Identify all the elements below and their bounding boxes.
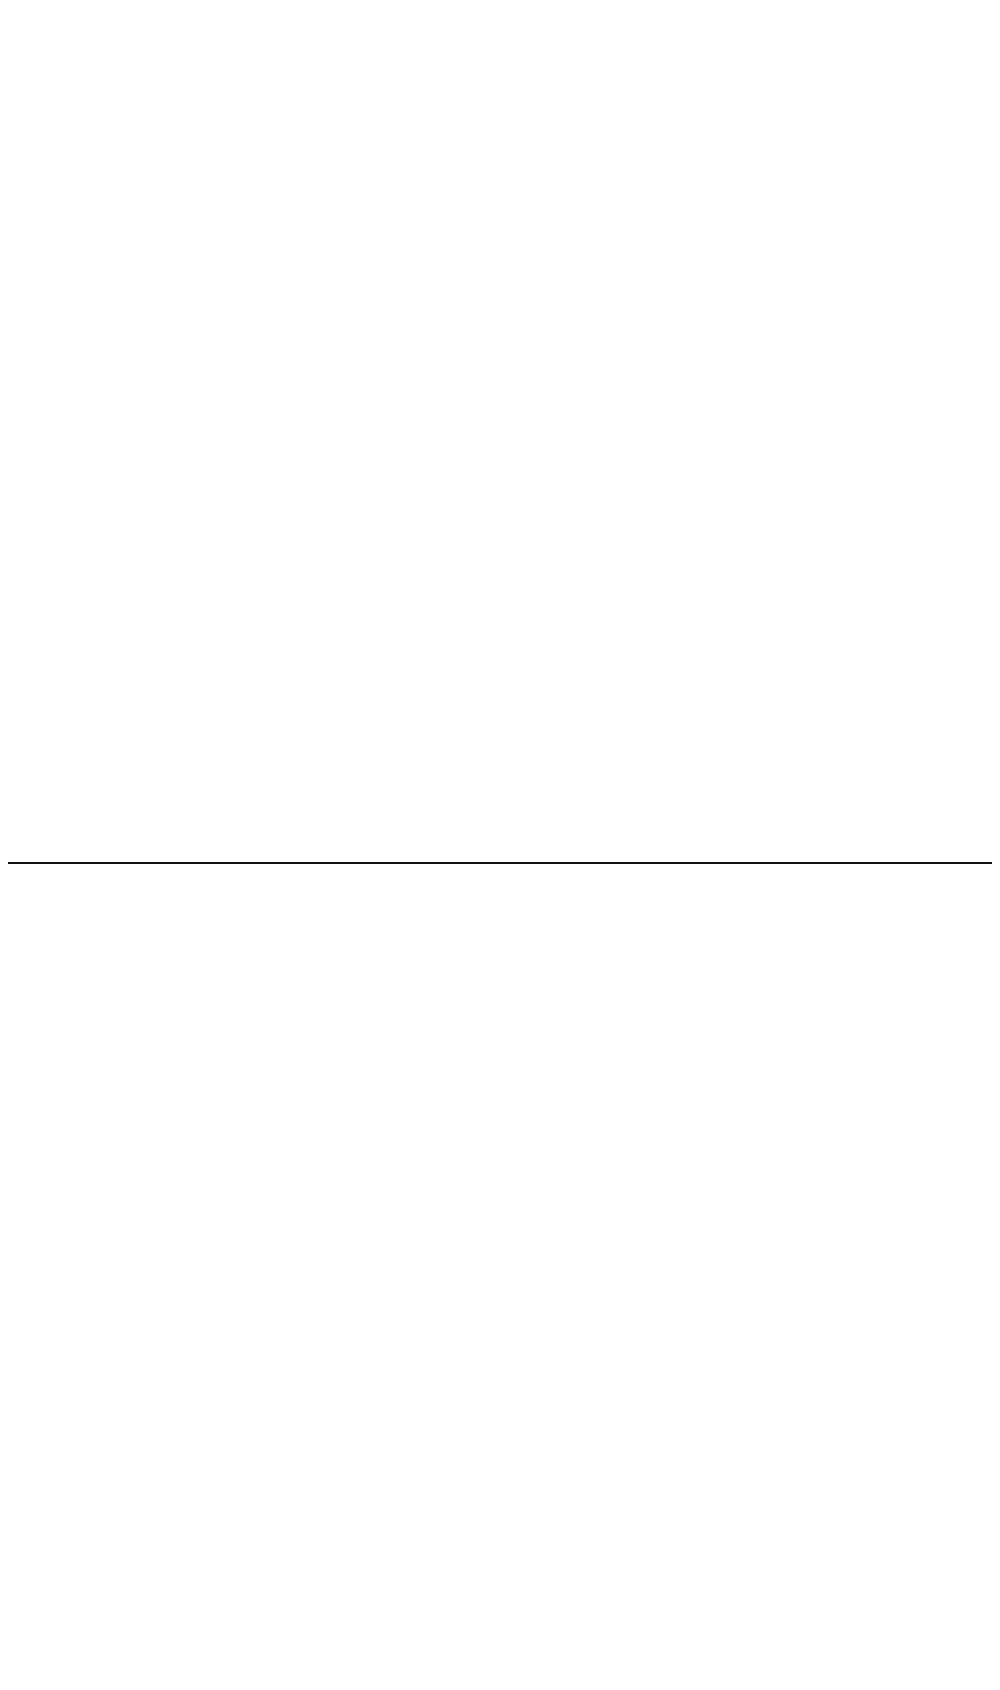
contents-column-1 [0,878,358,1684]
contents-column-2 [358,40,700,850]
contents-column-3 [700,878,1000,1684]
contents-section-1 [0,40,1000,850]
contents-column-3 [700,40,1000,850]
contents-section-2 [0,878,1000,1684]
contents-column-1 [0,40,358,850]
section-divider [8,862,992,864]
contents-column-2 [358,878,700,1684]
